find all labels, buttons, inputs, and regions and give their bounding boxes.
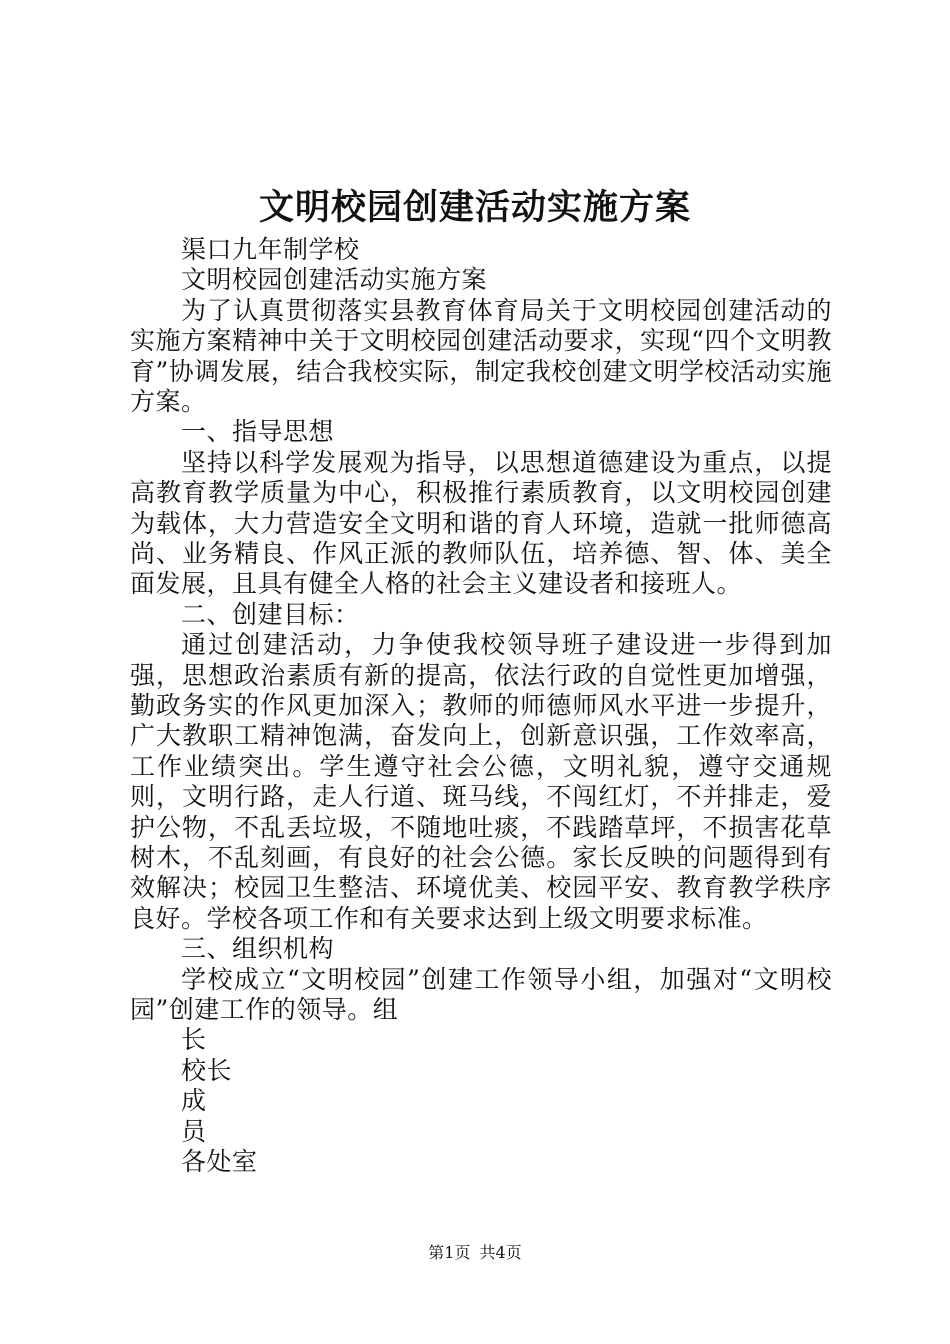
org-line-5: 各处室 — [181, 1147, 258, 1177]
org-line-1: 长 — [181, 1025, 207, 1055]
section-heading-organization: 三、组织机构 — [181, 934, 335, 964]
page-total: 共4页 — [479, 1243, 522, 1262]
org-line-2: 校长 — [181, 1055, 233, 1085]
goals-paragraph: 通过创建活动，力争使我校领导班子建设进一步得到加强，思想政治素质有新的提高，依法行政的自觉性更加增强，勤政务实的作风更加深入；教师的师德师风水平进一步提升，广大教职工精神饱满，奋发向上，创新意识强，工作效率高，工作业绩突出。学生遵守社会公德，文明礼貌，遵守交通规则，文明行路，走人行道、斑马线，不闯红灯，不并排走，爱护公物，不乱丢垃圾，不随地吐痰，不践踏草坪，不损害花草树木，不乱刻画，有良好的社会公德。家长反映的问题得到有效解决；校园卫生整洁、环境优美、校园平安、教育教学秩序良好。学校各项工作和有关要求达到上级文明要求标准。 — [130, 630, 832, 933]
document-body — [130, 235, 832, 1177]
plan-subtitle: 文明校园创建活动实施方案 — [181, 265, 488, 295]
organization-paragraph: 学校成立“文明校园”创建工作领导小组，加强对“文明校园”创建工作的领导。组 — [130, 964, 832, 1025]
page-footer — [0, 1242, 950, 1264]
section-heading-goals: 二、创建目标： — [181, 599, 360, 629]
guiding-thought-paragraph: 坚持以科学发展观为指导，以思想道德建设为重点，以提高教育教学质量为中心，积极推行素质教育，以文明校园创建为载体，大力营造安全文明和谐的育人环境，造就一批师德高尚、业务精良、作风正派的教师队伍，培养德、智、体、美全面发展，且具有健全人格的社会主义建设者和接班人。 — [130, 447, 832, 599]
document-title: 文明校园创建活动实施方案 — [258, 187, 691, 228]
intro-paragraph: 为了认真贯彻落实县教育体育局关于文明校园创建活动的实施方案精神中关于文明校园创建活动要求，实现“四个文明教育”协调发展，结合我校实际，制定我校创建文明学校活动实施方案。 — [130, 295, 832, 416]
section-heading-guiding-thought: 一、指导思想 — [181, 417, 335, 447]
school-name: 渠口九年制学校 — [181, 235, 360, 264]
page-number: 第1页 — [428, 1243, 471, 1262]
org-line-3: 成 — [181, 1086, 207, 1116]
org-line-4: 员 — [181, 1116, 207, 1146]
